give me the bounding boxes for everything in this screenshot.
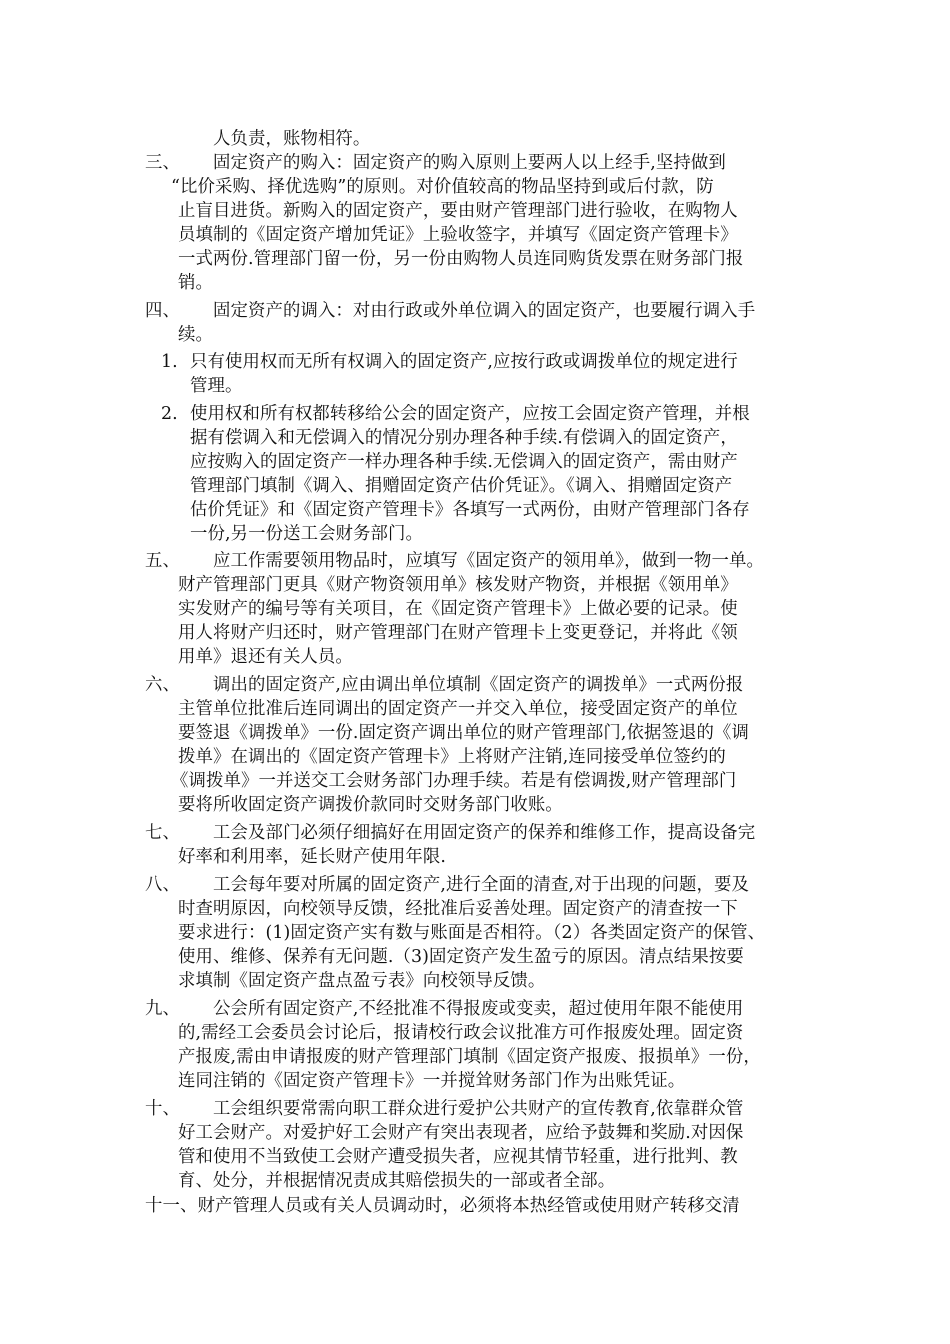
text-line: 主管单位批准后连同调出的固定资产一并交入单位，接受固定资产的单位 <box>178 699 738 719</box>
text-line: 工会及部门必须仔细搞好在用固定资产的保养和维修工作，提高设备完 <box>213 823 756 843</box>
section-number: 四、 <box>145 301 180 321</box>
text-line: 时查明原因，向校领导反馈，经批准后妥善处理。固定资产的清查按一下 <box>178 899 738 919</box>
text-line: 要将所收固定资产调拨价款同时交财务部门收账。 <box>178 795 563 815</box>
section-number: 十、 <box>145 1099 180 1119</box>
text-line: 要签退《调拨单》一份.固定资产调出单位的财产管理部门,依据签退的《调 <box>178 723 749 743</box>
text-line: 只有使用权而无所有权调入的固定资产,应按行政或调拨单位的规定进行 <box>190 352 738 372</box>
text-line: 用单》退还有关人员。 <box>178 647 353 667</box>
section-number: 六、 <box>145 675 180 695</box>
text-line: 一式两份.管理部门留一份，另一份由购物人员连同购货发票在财务部门报 <box>178 249 744 269</box>
text-line: 一份,另一份送工会财务部门。 <box>190 524 424 544</box>
text-line: 十一、财产管理人员或有关人员调动时，必须将本热经管或使用财产转移交清 <box>145 1196 740 1216</box>
text-line: 工会每年要对所属的固定资产,进行全面的清查,对于出现的问题，要及 <box>213 875 749 895</box>
text-line: 产报废,需由申请报废的财产管理部门填制《固定资产报废、报损单》一份， <box>178 1047 761 1067</box>
text-line: 好工会财产。对爱护好工会财产有突出表现者，应给予鼓舞和奖励.对因保 <box>178 1123 744 1143</box>
text-line: 财产管理部门更具《财产物资领用单》核发财产物资，并根据《领用单》 <box>178 575 738 595</box>
text-line: 工会组织要常需向职工群众进行爱护公共财产的宣传教育,依靠群众管 <box>213 1099 744 1119</box>
section-number: 七、 <box>145 823 180 843</box>
list-number: 1. <box>161 352 178 372</box>
text-line: 的,需经工会委员会讨论后，报请校行政会议批准方可作报废处理。固定资 <box>178 1023 744 1043</box>
text-line: 据有偿调入和无偿调入的情况分别办理各种手续.有偿调入的固定资产， <box>190 428 738 448</box>
text-line: 使用权和所有权都转移给公会的固定资产，应按工会固定资产管理，并根 <box>190 404 750 424</box>
section-number: 八、 <box>145 875 180 895</box>
text-line: 续。 <box>178 325 213 345</box>
text-line: 估价凭证》和《固定资产管理卡》各填写一式两份，由财产管理部门各存 <box>190 500 750 520</box>
text-line: 拨单》在调出的《固定资产管理卡》上将财产注销,连同接受单位签约的 <box>178 747 726 767</box>
text-line: “比价采购、择优选购”的原则。对价值较高的物品坚持到或后付款，防 <box>171 177 714 197</box>
text-line: 固定资产的购入：固定资产的购入原则上要两人以上经手,坚持做到 <box>213 153 726 173</box>
text-line: 管理。 <box>190 376 243 396</box>
text-line: 止盲目进货。新购入的固定资产，要由财产管理部门进行验收，在购物人 <box>178 201 738 221</box>
text-line: 《调拨单》一并送交工会财务部门办理手续。若是有偿调拨,财产管理部门 <box>171 771 737 791</box>
text-line: 求填制《固定资产盘点盈亏表》向校领导反馈。 <box>178 971 546 991</box>
text-line: 育、处分，并根据情况责成其赔偿损失的一部或者全部。 <box>178 1171 616 1191</box>
text-line: 应按购入的固定资产一样办理各种手续.无偿调入的固定资产，需由财产 <box>190 452 738 472</box>
text-line: 用人将财产归还时，财产管理部门在财产管理卡上变更登记，并将此《领 <box>178 623 738 643</box>
text-line: 要求进行：(1)固定资产实有数与账面是否相符。（2）各类固定资产的保管、 <box>178 923 766 943</box>
section-number: 三、 <box>145 153 180 173</box>
text-line: 管理部门填制《调入、捐赠固定资产估价凭证》。《调入、捐赠固定资产 <box>190 476 733 496</box>
text-line: 应工作需要领用物品时，应填写《固定资产的领用单》，做到一物一单。 <box>213 551 765 571</box>
text-line: 实发财产的编号等有关项目，在《固定资产管理卡》上做必要的记录。使 <box>178 599 738 619</box>
text-line: 人负责，账物相符。 <box>213 129 371 149</box>
text-line: 固定资产的调入：对由行政或外单位调入的固定资产，也要履行调入手 <box>213 301 756 321</box>
text-line: 使用、维修、保养有无问题.（3)固定资产发生盈亏的原因。清点结果按要 <box>178 947 744 967</box>
text-line: 销。 <box>178 273 213 293</box>
text-line: 公会所有固定资产,不经批准不得报废或变卖，超过使用年限不能使用 <box>213 999 744 1019</box>
list-number: 2. <box>161 404 178 424</box>
text-line: 调出的固定资产,应由调出单位填制《固定资产的调拨单》一式两份报 <box>213 675 744 695</box>
section-number: 九、 <box>145 999 180 1019</box>
section-number: 五、 <box>145 551 180 571</box>
text-line: 好率和利用率，延长财产使用年限. <box>178 847 446 867</box>
text-line: 员填制的《固定资产增加凭证》上验收签字，并填写《固定资产管理卡》 <box>178 225 738 245</box>
text-line: 连同注销的《固定资产管理卡》一并搅耸财务部门作为出账凭证。 <box>178 1071 686 1091</box>
text-line: 管和使用不当致使工会财产遭受损失者，应视其情节轻重，进行批判、教 <box>178 1147 738 1167</box>
